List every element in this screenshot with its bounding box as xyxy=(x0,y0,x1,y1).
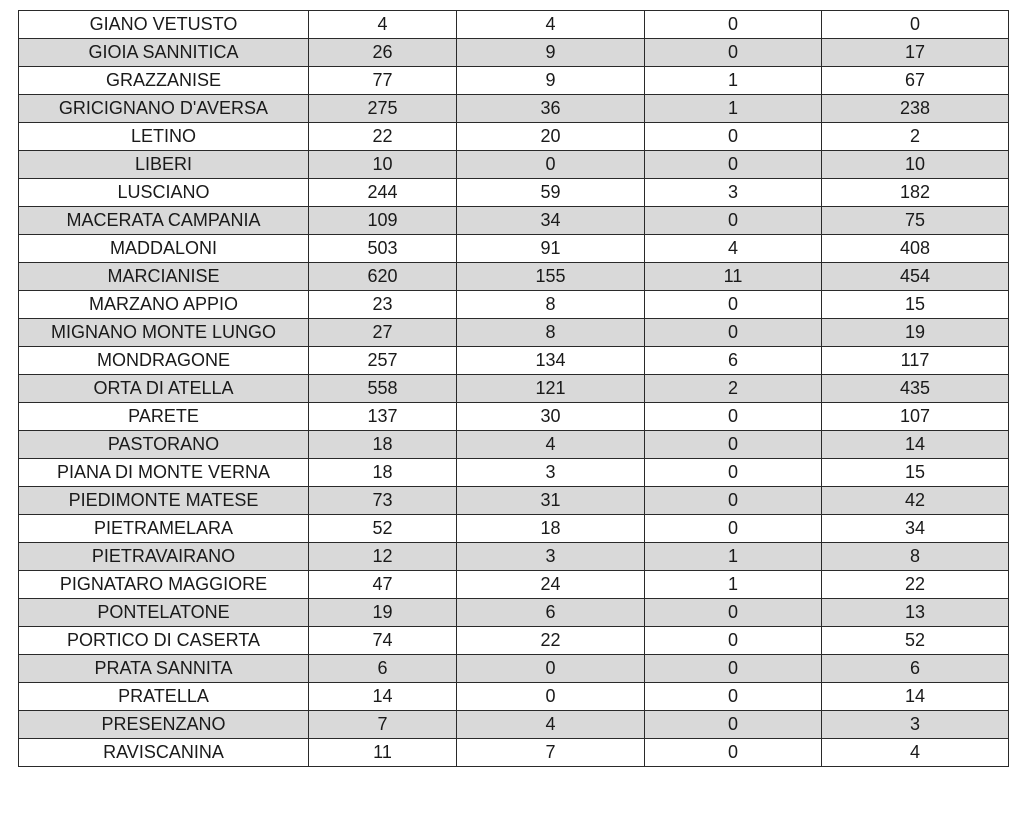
value-cell-2: 36 xyxy=(457,95,645,123)
value-cell-2: 3 xyxy=(457,459,645,487)
table-row xyxy=(19,291,1009,319)
value-cell-3: 1 xyxy=(645,543,822,571)
value-cell-4: 4 xyxy=(822,739,1009,767)
value-cell-4: 8 xyxy=(822,543,1009,571)
municipality-name-cell: LUSCIANO xyxy=(19,179,309,207)
value-cell-2: 30 xyxy=(457,403,645,431)
value-cell-3: 0 xyxy=(645,403,822,431)
value-cell-3: 11 xyxy=(645,263,822,291)
value-cell-2: 8 xyxy=(457,291,645,319)
value-cell-4: 17 xyxy=(822,39,1009,67)
value-cell-1: 73 xyxy=(309,487,457,515)
municipality-name-cell: MADDALONI xyxy=(19,235,309,263)
value-cell-1: 14 xyxy=(309,683,457,711)
municipality-name-cell: GIANO VETUSTO xyxy=(19,11,309,39)
table-row xyxy=(19,431,1009,459)
value-cell-2: 134 xyxy=(457,347,645,375)
table-row xyxy=(19,375,1009,403)
document-sheet xyxy=(18,10,1008,767)
value-cell-2: 4 xyxy=(457,11,645,39)
value-cell-4: 14 xyxy=(822,431,1009,459)
municipality-name-cell: MARCIANISE xyxy=(19,263,309,291)
value-cell-3: 0 xyxy=(645,655,822,683)
table-row xyxy=(19,235,1009,263)
value-cell-3: 2 xyxy=(645,375,822,403)
value-cell-1: 52 xyxy=(309,515,457,543)
value-cell-1: 257 xyxy=(309,347,457,375)
value-cell-2: 4 xyxy=(457,431,645,459)
value-cell-1: 19 xyxy=(309,599,457,627)
value-cell-3: 0 xyxy=(645,319,822,347)
table-body xyxy=(19,11,1009,767)
table-row xyxy=(19,11,1009,39)
municipality-name-cell: PIGNATARO MAGGIORE xyxy=(19,571,309,599)
table-row xyxy=(19,207,1009,235)
table-row xyxy=(19,627,1009,655)
value-cell-3: 0 xyxy=(645,739,822,767)
municipality-name-cell: GRAZZANISE xyxy=(19,67,309,95)
table-row xyxy=(19,571,1009,599)
value-cell-3: 3 xyxy=(645,179,822,207)
value-cell-1: 503 xyxy=(309,235,457,263)
value-cell-4: 52 xyxy=(822,627,1009,655)
municipality-name-cell: MARZANO APPIO xyxy=(19,291,309,319)
value-cell-2: 91 xyxy=(457,235,645,263)
municipality-name-cell: PIEDIMONTE MATESE xyxy=(19,487,309,515)
table-row xyxy=(19,599,1009,627)
table-row xyxy=(19,39,1009,67)
table-row xyxy=(19,151,1009,179)
municipality-name-cell: GRICIGNANO D'AVERSA xyxy=(19,95,309,123)
value-cell-2: 18 xyxy=(457,515,645,543)
municipality-name-cell: PORTICO DI CASERTA xyxy=(19,627,309,655)
value-cell-4: 117 xyxy=(822,347,1009,375)
value-cell-2: 121 xyxy=(457,375,645,403)
value-cell-1: 7 xyxy=(309,711,457,739)
value-cell-3: 1 xyxy=(645,571,822,599)
value-cell-4: 6 xyxy=(822,655,1009,683)
value-cell-1: 137 xyxy=(309,403,457,431)
value-cell-1: 27 xyxy=(309,319,457,347)
value-cell-2: 0 xyxy=(457,151,645,179)
value-cell-3: 0 xyxy=(645,515,822,543)
value-cell-3: 4 xyxy=(645,235,822,263)
municipality-name-cell: PASTORANO xyxy=(19,431,309,459)
value-cell-2: 8 xyxy=(457,319,645,347)
value-cell-4: 14 xyxy=(822,683,1009,711)
value-cell-1: 11 xyxy=(309,739,457,767)
value-cell-1: 6 xyxy=(309,655,457,683)
municipality-name-cell: GIOIA SANNITICA xyxy=(19,39,309,67)
table-row xyxy=(19,543,1009,571)
value-cell-1: 77 xyxy=(309,67,457,95)
value-cell-3: 0 xyxy=(645,207,822,235)
value-cell-2: 155 xyxy=(457,263,645,291)
value-cell-4: 107 xyxy=(822,403,1009,431)
value-cell-3: 0 xyxy=(645,711,822,739)
value-cell-2: 6 xyxy=(457,599,645,627)
value-cell-1: 10 xyxy=(309,151,457,179)
value-cell-4: 42 xyxy=(822,487,1009,515)
value-cell-2: 20 xyxy=(457,123,645,151)
value-cell-3: 6 xyxy=(645,347,822,375)
municipality-name-cell: PRATELLA xyxy=(19,683,309,711)
value-cell-2: 7 xyxy=(457,739,645,767)
value-cell-4: 22 xyxy=(822,571,1009,599)
value-cell-4: 408 xyxy=(822,235,1009,263)
value-cell-2: 34 xyxy=(457,207,645,235)
table-row xyxy=(19,263,1009,291)
value-cell-4: 10 xyxy=(822,151,1009,179)
value-cell-1: 275 xyxy=(309,95,457,123)
table-row xyxy=(19,95,1009,123)
table-row xyxy=(19,403,1009,431)
municipality-name-cell: PRATA SANNITA xyxy=(19,655,309,683)
value-cell-4: 15 xyxy=(822,459,1009,487)
value-cell-1: 47 xyxy=(309,571,457,599)
value-cell-1: 12 xyxy=(309,543,457,571)
value-cell-1: 26 xyxy=(309,39,457,67)
municipality-name-cell: MONDRAGONE xyxy=(19,347,309,375)
value-cell-3: 0 xyxy=(645,151,822,179)
value-cell-3: 0 xyxy=(645,11,822,39)
value-cell-1: 23 xyxy=(309,291,457,319)
value-cell-2: 0 xyxy=(457,683,645,711)
value-cell-3: 0 xyxy=(645,459,822,487)
value-cell-2: 9 xyxy=(457,39,645,67)
table-row xyxy=(19,347,1009,375)
value-cell-4: 454 xyxy=(822,263,1009,291)
table-row xyxy=(19,683,1009,711)
value-cell-2: 59 xyxy=(457,179,645,207)
table-row xyxy=(19,655,1009,683)
municipality-name-cell: PONTELATONE xyxy=(19,599,309,627)
table-row xyxy=(19,319,1009,347)
municipality-name-cell: ORTA DI ATELLA xyxy=(19,375,309,403)
value-cell-3: 0 xyxy=(645,291,822,319)
value-cell-4: 182 xyxy=(822,179,1009,207)
value-cell-1: 18 xyxy=(309,431,457,459)
municipality-name-cell: PIANA DI MONTE VERNA xyxy=(19,459,309,487)
municipality-name-cell: MIGNANO MONTE LUNGO xyxy=(19,319,309,347)
municipality-table xyxy=(18,10,1009,767)
municipality-name-cell: MACERATA CAMPANIA xyxy=(19,207,309,235)
value-cell-4: 67 xyxy=(822,67,1009,95)
municipality-name-cell: PRESENZANO xyxy=(19,711,309,739)
table-row xyxy=(19,711,1009,739)
value-cell-2: 31 xyxy=(457,487,645,515)
value-cell-4: 15 xyxy=(822,291,1009,319)
value-cell-2: 3 xyxy=(457,543,645,571)
value-cell-2: 0 xyxy=(457,655,645,683)
value-cell-4: 238 xyxy=(822,95,1009,123)
value-cell-1: 22 xyxy=(309,123,457,151)
value-cell-4: 435 xyxy=(822,375,1009,403)
value-cell-3: 0 xyxy=(645,683,822,711)
value-cell-1: 244 xyxy=(309,179,457,207)
municipality-name-cell: PIETRAVAIRANO xyxy=(19,543,309,571)
value-cell-4: 34 xyxy=(822,515,1009,543)
value-cell-3: 0 xyxy=(645,487,822,515)
value-cell-4: 2 xyxy=(822,123,1009,151)
table-row xyxy=(19,67,1009,95)
value-cell-3: 0 xyxy=(645,39,822,67)
value-cell-3: 0 xyxy=(645,599,822,627)
municipality-name-cell: PIETRAMELARA xyxy=(19,515,309,543)
table-row xyxy=(19,515,1009,543)
value-cell-4: 3 xyxy=(822,711,1009,739)
value-cell-2: 4 xyxy=(457,711,645,739)
value-cell-1: 18 xyxy=(309,459,457,487)
value-cell-3: 0 xyxy=(645,627,822,655)
value-cell-2: 22 xyxy=(457,627,645,655)
table-row xyxy=(19,739,1009,767)
value-cell-3: 1 xyxy=(645,67,822,95)
table-row xyxy=(19,459,1009,487)
municipality-name-cell: RAVISCANINA xyxy=(19,739,309,767)
value-cell-1: 558 xyxy=(309,375,457,403)
municipality-name-cell: LIBERI xyxy=(19,151,309,179)
value-cell-3: 0 xyxy=(645,431,822,459)
value-cell-4: 0 xyxy=(822,11,1009,39)
municipality-name-cell: LETINO xyxy=(19,123,309,151)
value-cell-3: 1 xyxy=(645,95,822,123)
value-cell-1: 109 xyxy=(309,207,457,235)
value-cell-2: 24 xyxy=(457,571,645,599)
table-row xyxy=(19,123,1009,151)
table-row xyxy=(19,179,1009,207)
value-cell-1: 4 xyxy=(309,11,457,39)
value-cell-4: 75 xyxy=(822,207,1009,235)
table-row xyxy=(19,487,1009,515)
value-cell-2: 9 xyxy=(457,67,645,95)
value-cell-1: 74 xyxy=(309,627,457,655)
value-cell-1: 620 xyxy=(309,263,457,291)
value-cell-3: 0 xyxy=(645,123,822,151)
value-cell-4: 19 xyxy=(822,319,1009,347)
value-cell-4: 13 xyxy=(822,599,1009,627)
municipality-name-cell: PARETE xyxy=(19,403,309,431)
